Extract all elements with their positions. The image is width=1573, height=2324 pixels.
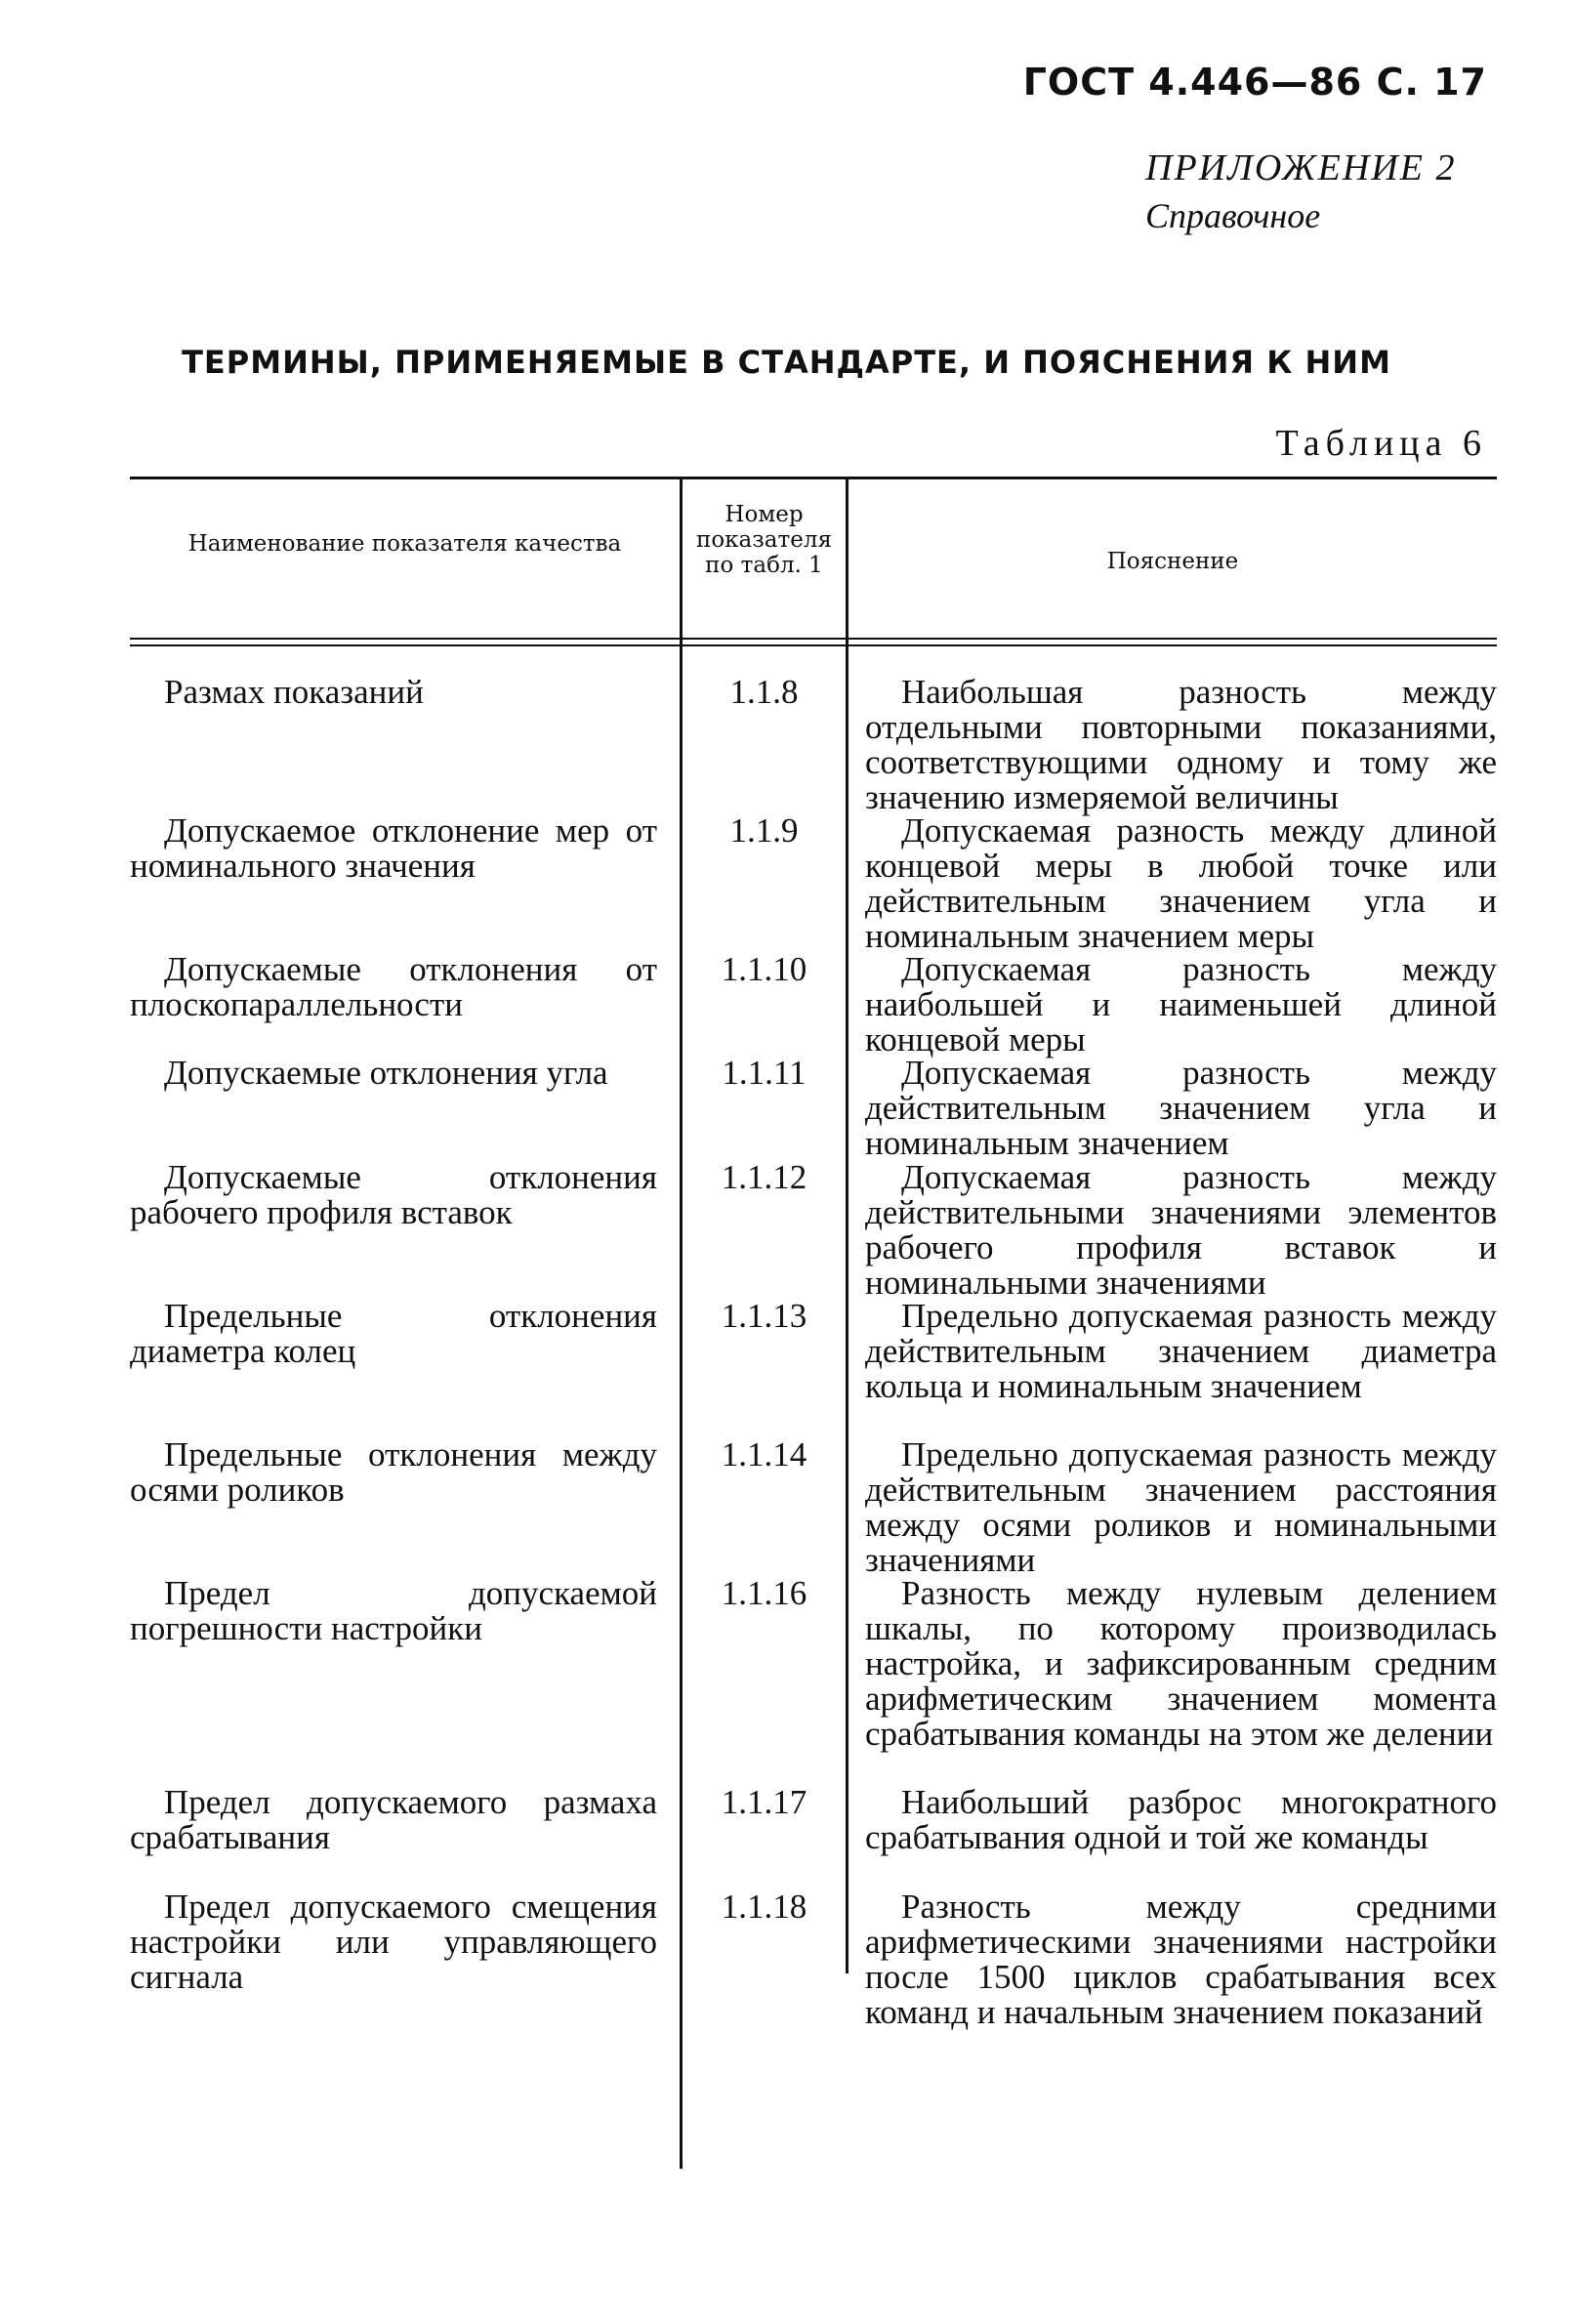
column-header-explanation: Пояснение bbox=[1106, 549, 1239, 574]
table-cell-name: Размах показаний bbox=[164, 673, 424, 711]
appendix-heading: ПРИЛОЖЕНИЕ 2 bbox=[1145, 147, 1457, 188]
table-cell-explanation: Разность между нулевым делением шкалы, по которому производилась настройка, и зафиксированным средним арифметическим значением момента срабатывания команды на этом же делении bbox=[865, 1574, 1497, 1753]
table-cell-explanation: Допускаемая разность между длиной концевой меры в любой точке или действительным значением угла и номинальным значением меры bbox=[865, 811, 1497, 955]
table-top-rule bbox=[130, 477, 1497, 479]
column-divider bbox=[846, 479, 849, 1973]
table-cell-name: Предел допускаемого размаха срабатывания bbox=[130, 1783, 657, 1856]
table-cell-number: 1.1.12 bbox=[721, 1158, 807, 1196]
column-header-name: Наименование показателя качества bbox=[187, 531, 622, 557]
table-cell-explanation: Предельно допускаемая разность между действительным значением расстояния между осями роликов и номинальными значениями bbox=[865, 1435, 1497, 1579]
table-cell-number: 1.1.13 bbox=[721, 1297, 807, 1335]
table-cell-number: 1.1.17 bbox=[721, 1783, 807, 1821]
table-cell-name: Предельные отклонения между осями роликов bbox=[130, 1435, 657, 1509]
table-cell-number: 1.1.8 bbox=[729, 673, 799, 711]
table-cell-explanation: Наибольший разброс многократного срабатывания одной и той же команды bbox=[865, 1783, 1497, 1856]
column-header-number: Номер показателя по табл. 1 bbox=[696, 502, 832, 578]
table-cell-name: Допускаемое отклонение мер от номинального значения bbox=[130, 811, 657, 885]
table-cell-explanation: Допускаемая разность между действительным значением угла и номинальным значением bbox=[865, 1054, 1497, 1162]
table-cell-name: Допускаемые отклонения от плоскопараллельности bbox=[130, 950, 657, 1023]
table-label: Таблица 6 bbox=[1275, 423, 1487, 464]
page-title: ТЕРМИНЫ, ПРИМЕНЯЕМЫЕ В СТАНДАРТЕ, И ПОЯСНЕНИЯ К НИМ bbox=[182, 344, 1391, 381]
table-cell-number: 1.1.18 bbox=[721, 1888, 807, 1926]
table-cell-explanation: Допускаемая разность между наибольшей и наименьшей длиной концевой меры bbox=[865, 950, 1497, 1058]
table-cell-name: Допускаемые отклонения рабочего профиля вставок bbox=[130, 1158, 657, 1231]
table-cell-explanation: Допускаемая разность между действительными значениями элементов рабочего профиля вставок и номинальными значениями bbox=[865, 1158, 1497, 1302]
table-cell-number: 1.1.10 bbox=[721, 950, 807, 988]
table-cell-number: 1.1.16 bbox=[721, 1574, 807, 1612]
table-cell-name: Предельные отклонения диаметра колец bbox=[130, 1297, 657, 1370]
table-cell-number: 1.1.9 bbox=[729, 811, 799, 850]
table-cell-explanation: Наибольшая разность между отдельными повторными показаниями, соответствующими одному и тому же значению измеряемой величины bbox=[865, 673, 1497, 816]
header-rule bbox=[130, 644, 1497, 646]
table-cell-number: 1.1.11 bbox=[722, 1054, 807, 1092]
table-cell-name: Предел допускаемого смещения настройки или управляющего сигнала bbox=[130, 1888, 657, 1996]
table-cell-number: 1.1.14 bbox=[721, 1435, 807, 1473]
table-cell-explanation: Предельно допускаемая разность между действительным значением диаметра кольца и номинальным значением bbox=[865, 1297, 1497, 1405]
table-cell-explanation: Разность между средними арифметическими значениями настройки после 1500 циклов срабатывания всех команд и начальным значением показаний bbox=[865, 1888, 1497, 2031]
appendix-type: Справочное bbox=[1145, 196, 1321, 235]
table-cell-name: Допускаемые отклонения угла bbox=[164, 1054, 608, 1092]
header-rule bbox=[130, 638, 1497, 640]
table-cell-name: Предел допускаемой погрешности настройки bbox=[130, 1574, 657, 1647]
standard-reference: ГОСТ 4.446—86 С. 17 bbox=[1022, 61, 1487, 104]
